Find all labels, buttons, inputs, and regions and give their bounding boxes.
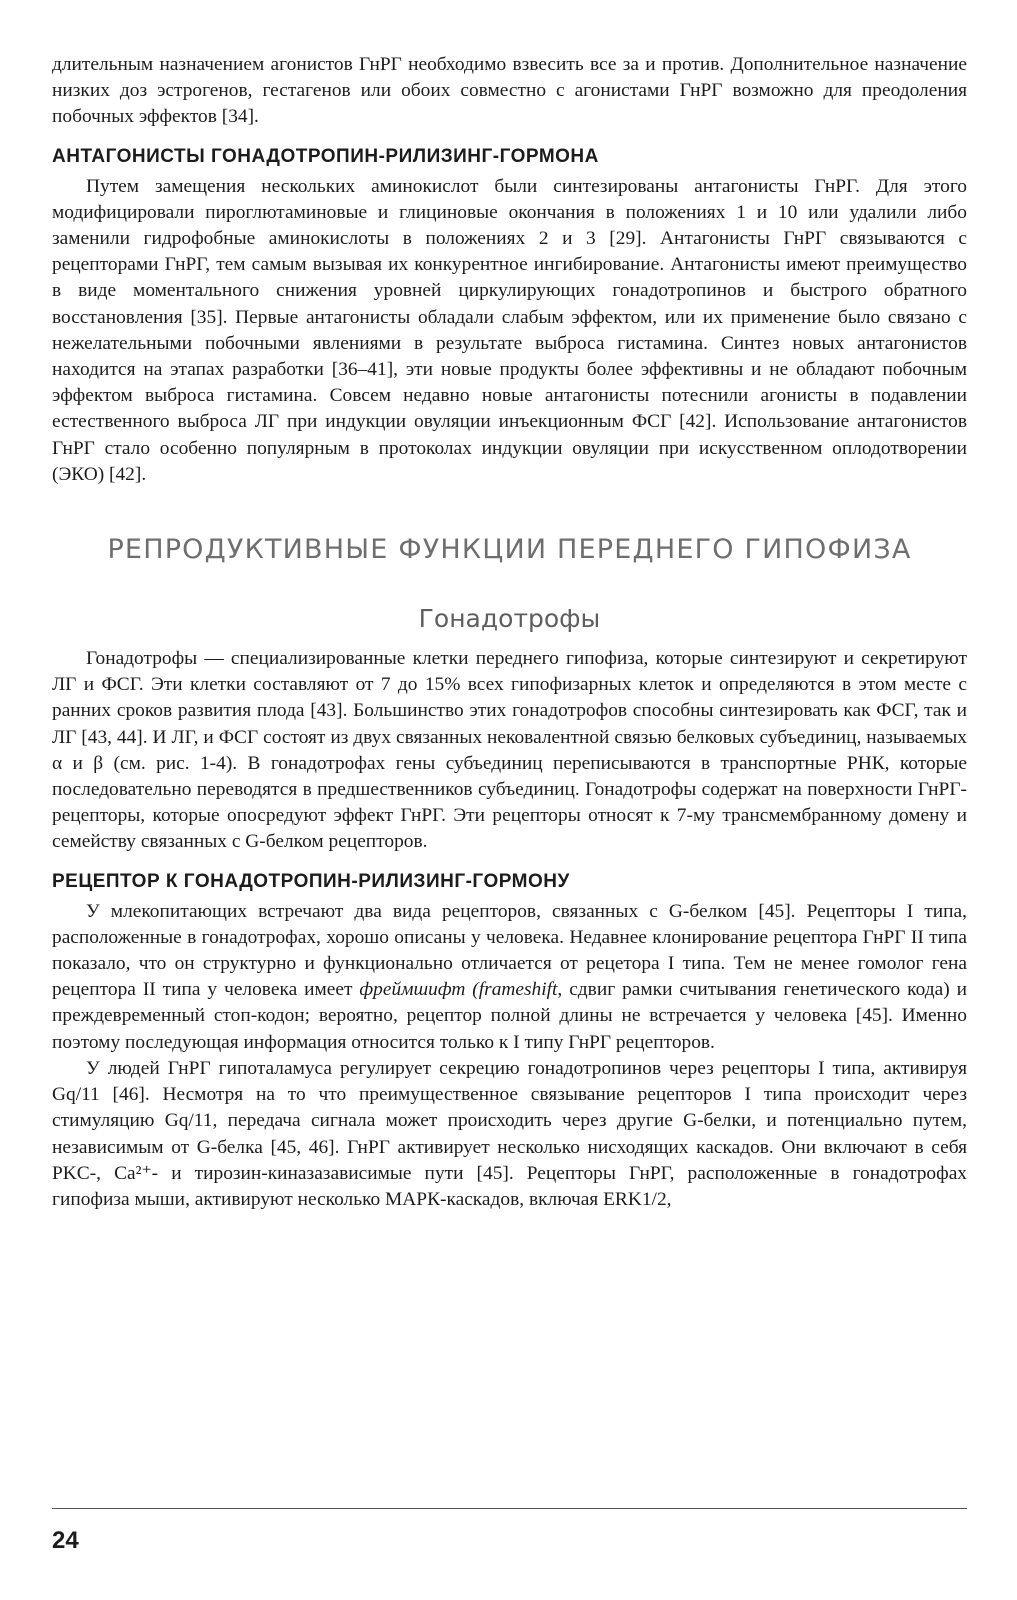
chapter-title: РЕПРОДУКТИВНЫЕ ФУНКЦИИ ПЕРЕДНЕГО ГИПОФИЗА (107, 534, 912, 566)
receptor-text-1: У млекопитающих встречают два вида рецепторов, связанных с G-белком [45]. Рецепторы I типа, расположенные в гонадотрофах, хорошо описаны у человека. Недавнее клонирование рецептора ГнРГ II типа показало, что он структурно и функционально отличается от рецетора I типа. Тем не менее гомолог гена рецептора II типа у человека имеет (52, 900, 967, 1001)
section-title-gonadotrophs: Гонадотрофы (418, 604, 601, 634)
paragraph-receptor-types (52, 899, 967, 1056)
heading-antagonists: АНТАГОНИСТЫ ГОНАДОТРОПИН-РИЛИЗИНГ-ГОРМОНА (52, 145, 599, 167)
footer-rule (52, 1508, 967, 1509)
paragraph-receptor-signaling: У людей ГнРГ гипоталамуса регулирует секрецию гонадотропинов через рецепторы I типа, активируя Gq/11 [46]. Несмотря на то что преимущественное связывание рецепторов I типа происходит через стимуляцию Gq/11, передача сигнала может происходить через другие G-белки, и потенциально путем, независимым от G-белка [45, 46]. ГнРГ активирует несколько нисходящих каскадов. Они включают в себя PKC-, Ca²⁺- и тирозин-киназазависимые пути [45]. Рецепторы ГнРГ, расположенные в гонадотрофах гипофиза мыши, активируют несколько МАРК-каскадов, включая ERK1/2, (52, 1057, 967, 1210)
page-body (52, 52, 967, 1213)
page-number: 24 (52, 1527, 79, 1554)
paragraph-continued: длительным назначением агонистов ГнРГ необходимо взвесить все за и против. Дополнительное назначение низких доз эстрогенов, гестагенов или обоих совместно с агонистами ГнРГ возможно для преодоления побочных эффектов [34]. (52, 54, 967, 128)
paragraph-gonadotrophs: Гонадотрофы — специализированные клетки переднего гипофиза, которые синтезируют и секретируют ЛГ и ФСГ. Эти клетки составляют от 7 до 15% всех гипофизарных клеток и определяются в этом месте с ранних сроков развития плода [43]. Большинство этих гонадотрофов способны синтезировать как ФСГ, так и ЛГ [43, 44]. И ЛГ, и ФСГ состоят из двух связанных нековалентной связью белковых субъединиц, называемых α и β (см. рис. 1-4). В гонадотрофах гены субъединиц переписываются в транспортные РНК, которые последовательно переводятся в предшественников субъединиц. Гонадотрофы содержат на поверхности ГнРГ-рецепторы, которые опосредуют эффект ГнРГ. Эти рецепторы относят к 7-му трансмембранному домену и семейству связанных с G-белком рецепторов. (52, 648, 967, 853)
paragraph-antagonists: Путем замещения нескольких аминокислот были синтезированы антагонисты ГнРГ. Для этого модифицировали пироглютаминовые и глициновые окончания в положениях 1 и 10 или удалили либо заменили гидрофобные аминокислоты в положениях 2 и 3 [29]. Антагонисты ГнРГ связываются с рецепторами ГнРГ, тем самым вызывая их конкурентное ингибирование. Антагонисты имеют преимущество в виде моментального снижения уровней циркулирующих гонадотропинов и быстрого обратного восстановления [35]. Первые антагонисты обладали слабым эффектом, или их применение было связано с нежелательными побочными явлениями в результате выброса гистамина. Синтез новых антагонистов находится на этапах разработки [36–41], эти новые продукты более эффективны и не обладают побочным эффектом выброса гистамина. Совсем недавно новые антагонисты потеснили агонисты в подавлении естественного выброса ЛГ при индукции овуляции инъекционным ФСГ [42]. Использование антагонистов ГнРГ стало особенно популярным в протоколах индукции овуляции при искусственном оплодотворении (ЭКО) [42]. (52, 175, 967, 485)
receptor-text-2: , сдвиг рамки считывания генетического кода) и преждевременный стоп-кодон; вероятно, рецептор полной длины не встречается у человека [45]. Именно поэтому последующая информация относится только к I типу ГнРГ рецепторов. (52, 979, 968, 1053)
frameshift-term: фреймшифт (frameshift (359, 979, 558, 1001)
heading-receptor: РЕЦЕПТОР К ГОНАДОТРОПИН-РИЛИЗИНГ-ГОРМОНУ (52, 870, 570, 892)
